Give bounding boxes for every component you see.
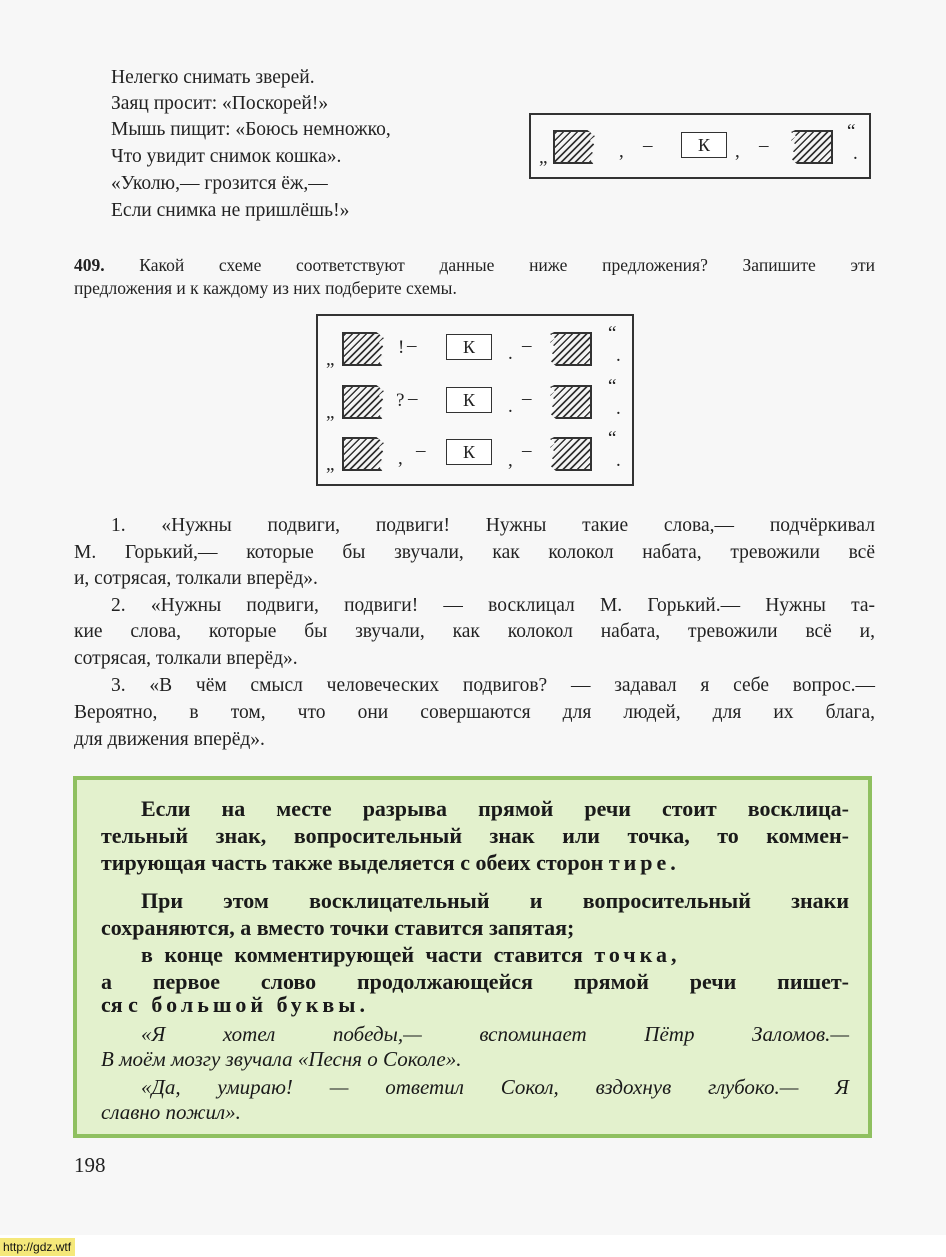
direct-speech-block-icon bbox=[342, 385, 384, 419]
example-line: «Да, умираю! — ответил Сокол, вздохнув глубоко.— Я bbox=[141, 1075, 849, 1099]
punct: ! bbox=[398, 337, 405, 358]
sentence-line: 2. «Нужны подвиги, подвиги! — восклицал М. Горький.— Нужны та- bbox=[111, 595, 875, 616]
rule-emphasis: точка, bbox=[594, 942, 681, 967]
close-quote: “ bbox=[608, 376, 617, 397]
example-line: «Я хотел победы,— вспоминает Пётр Заломов.— bbox=[141, 1022, 849, 1046]
dash: – bbox=[522, 440, 532, 461]
comment-box: К bbox=[446, 387, 492, 413]
exercise-line: предложения и к каждому из них подберите схемы. bbox=[74, 278, 457, 298]
punct: , bbox=[735, 141, 740, 162]
punct: . bbox=[508, 396, 513, 417]
open-quote: „ bbox=[326, 402, 335, 423]
period: . bbox=[616, 398, 621, 419]
sentence-line: 1. «Нужны подвиги, подвиги! Нужны такие слова,— подчёркивал bbox=[111, 515, 875, 536]
rule-text: в конце комментирующей части ставится bbox=[141, 942, 595, 967]
open-quote: „ bbox=[539, 147, 548, 168]
rule-box bbox=[73, 776, 872, 1138]
exercise-line bbox=[74, 253, 875, 277]
period: . bbox=[616, 450, 621, 471]
close-quote: “ bbox=[608, 323, 617, 344]
period: . bbox=[853, 143, 858, 164]
dash: – bbox=[407, 335, 417, 356]
open-quote: „ bbox=[326, 349, 335, 370]
dash: – bbox=[643, 135, 653, 156]
dash: – bbox=[408, 388, 418, 409]
rule-text: ся bbox=[101, 992, 129, 1017]
comment-box: К bbox=[681, 132, 727, 158]
punct: , bbox=[398, 448, 403, 469]
rule-line bbox=[141, 942, 681, 968]
poem-line: Нелегко снимать зверей. bbox=[111, 67, 315, 88]
rule-emphasis: с большой буквы. bbox=[128, 992, 369, 1017]
direct-speech-block-icon bbox=[553, 130, 595, 164]
dash: – bbox=[416, 440, 426, 461]
sentence-line: кие слова, которые бы звучали, как колокол набата, тревожили всё и, bbox=[74, 621, 875, 642]
close-quote: “ bbox=[847, 121, 856, 142]
sentence-line: М. Горький,— которые бы звучали, как колокол набата, тревожили всё bbox=[74, 542, 875, 563]
sentence-line: для движения вперёд». bbox=[74, 729, 265, 750]
rule-line: сохраняются, а вместо точки ставится запятая; bbox=[101, 915, 575, 940]
rule-line bbox=[101, 850, 680, 876]
comment-box: К bbox=[446, 439, 492, 465]
poem-line: Мышь пищит: «Боюсь немножко, bbox=[111, 119, 391, 140]
dash: – bbox=[522, 335, 532, 356]
dash: – bbox=[522, 388, 532, 409]
direct-speech-block-icon bbox=[342, 437, 384, 471]
schema-row bbox=[318, 376, 632, 423]
direct-speech-block-icon bbox=[550, 332, 592, 366]
rule-line bbox=[101, 992, 369, 1018]
poem-line: Заяц просит: «Поскорей!» bbox=[111, 93, 329, 114]
punct: . bbox=[508, 343, 513, 364]
poem-line: «Уколю,— грозится ёж,— bbox=[111, 173, 328, 194]
rule-line: а первое слово продолжающейся прямой речи пишет- bbox=[101, 969, 849, 994]
direct-speech-block-icon bbox=[550, 437, 592, 471]
rule-line: Если на месте разрыва прямой речи стоит восклица- bbox=[141, 796, 849, 821]
page-number: 198 bbox=[74, 1153, 106, 1177]
sentence-line: и, сотрясая, толкали вперёд». bbox=[74, 568, 318, 589]
watermark-link[interactable]: http://gdz.wtf bbox=[0, 1238, 75, 1256]
rule-line: тельный знак, вопросительный знак или точка, то коммен- bbox=[101, 823, 849, 848]
sentence-line: сотрясая, толкали вперёд». bbox=[74, 648, 298, 669]
direct-speech-block-icon bbox=[342, 332, 384, 366]
example-line: славно пожил». bbox=[101, 1100, 241, 1124]
direct-speech-block-icon bbox=[550, 385, 592, 419]
comment-box: К bbox=[446, 334, 492, 360]
dash: – bbox=[759, 135, 769, 156]
punct: , bbox=[508, 450, 513, 471]
schema-row bbox=[318, 428, 632, 475]
sentence-line: 3. «В чём смысл человеческих подвигов? — задавал я себе вопрос.— bbox=[111, 675, 875, 696]
poem-line: Если снимка не пришлёшь!» bbox=[111, 200, 350, 221]
rule-emphasis: тире. bbox=[608, 850, 680, 875]
speech-schema-top bbox=[529, 113, 871, 179]
exercise-text: Какой схеме соответствуют данные ниже предложения? Запишите эти bbox=[139, 255, 875, 275]
close-quote: “ bbox=[608, 428, 617, 449]
rule-text: тирующая часть также выделяется с обеих сторон bbox=[101, 850, 609, 875]
period: . bbox=[616, 345, 621, 366]
open-quote: „ bbox=[326, 454, 335, 475]
poem-line: Что увидит снимок кошка». bbox=[111, 146, 342, 167]
example-line: В моём мозгу звучала «Песня о Соколе». bbox=[101, 1047, 462, 1071]
sentence-line: Вероятно, в том, что они совершаются для людей, для их блага, bbox=[74, 702, 875, 723]
speech-schemas bbox=[316, 314, 634, 486]
punct: , bbox=[619, 141, 624, 162]
direct-speech-block-icon bbox=[791, 130, 833, 164]
rule-line: При этом восклицательный и вопросительный знаки bbox=[141, 888, 849, 913]
punct: ? bbox=[396, 390, 405, 411]
exercise-number: 409. bbox=[74, 255, 105, 275]
schema-row bbox=[318, 323, 632, 370]
